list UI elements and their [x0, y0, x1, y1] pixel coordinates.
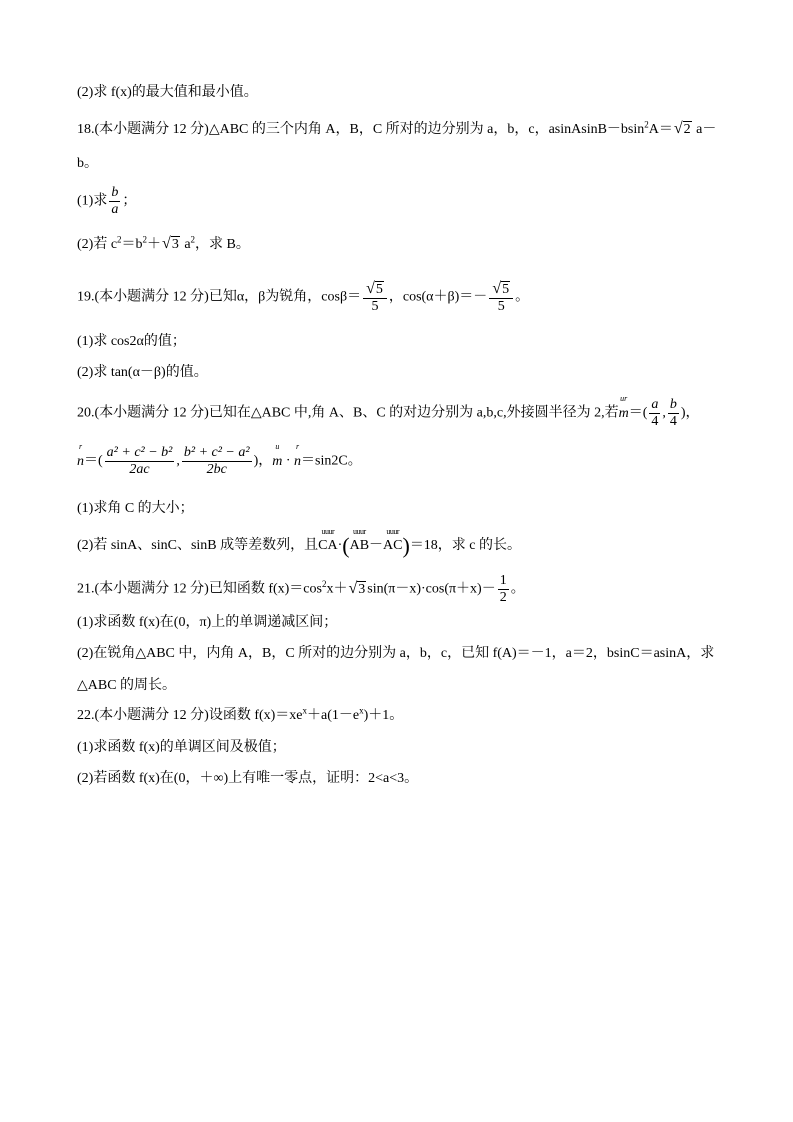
vector-n: r n	[77, 441, 84, 469]
q21-stem-c: sin(π－x)·cos(π＋x)－	[367, 581, 496, 597]
q18-eq: A＝	[648, 122, 673, 137]
q18-part2-sqrt: √ 3	[162, 235, 179, 252]
q22-stem-a: 22.(本小题满分 12 分)设函数 f(x)＝xe	[77, 708, 303, 723]
q20-comma: ,	[662, 405, 666, 421]
vector-ac: uuur AC	[383, 527, 403, 554]
q21-stem-a: 21.(本小题满分 12 分)已知函数 f(x)＝cos	[77, 581, 322, 597]
q20-part1	[77, 500, 733, 518]
q20-n-end: )，	[253, 453, 273, 469]
q19-stem-c: 。	[515, 289, 530, 305]
vector-n-dot: r n	[294, 441, 302, 469]
q21-part2-cont	[77, 677, 733, 695]
q20-vector-n	[77, 441, 733, 477]
vector-ca: uuur CA	[318, 527, 338, 554]
q20-frac-b: $\frac{b}{4}$	[669, 397, 677, 429]
q19-part2-text: (2)求 tan(α－β)的值。	[77, 365, 208, 380]
q20-part2-dot: ·	[337, 538, 343, 554]
q20-eq: ＝(	[628, 405, 648, 421]
q22-part1	[77, 739, 733, 757]
q18-part2-sup3: 2	[190, 234, 196, 245]
q18-part2-sup1: 2	[117, 234, 122, 245]
q20-part2-tail: ＝18，求 c 的长。	[409, 538, 522, 554]
q18-part2	[77, 236, 733, 254]
q20-frac-a: $\frac{a}{4}$	[651, 397, 659, 429]
q18-stem-cont-text: b。	[77, 156, 98, 171]
q20-n-eq: ＝(	[84, 453, 103, 469]
q21-stem-b: x＋	[326, 581, 348, 597]
q18-part1-end: ；	[122, 193, 137, 209]
q20-part2	[77, 527, 733, 558]
q20-stem-text: 20.(本小题满分 12 分)已知在△ABC 中,角 A、B、C 的对边分别为 a,b,c,外接圆半径为 2,若	[77, 405, 619, 421]
q22-part2-text: (2)若函数 f(x)在(0，＋∞)上有唯一零点，证明：2<a<3。	[77, 771, 419, 786]
q18-part2-a: (2)若 c	[77, 237, 118, 252]
q18-fraction: $\frac{b}{a}$	[111, 185, 119, 217]
q19-frac2: √ 5 5	[489, 281, 513, 314]
vector-ab: uuur AB	[349, 527, 370, 554]
q19-part2	[77, 364, 733, 382]
q20-frac-n2: $\frac{\text{b² + c² − a²}}{2bc}$	[183, 445, 250, 477]
q21-sup: 2	[321, 579, 327, 590]
q21-part1	[77, 614, 733, 632]
q17-part2-text: (2)求 f(x)的最大值和最小值。	[77, 85, 258, 100]
q21-part1-text: (1)求函数 f(x)在(0，π)上的单调递减区间；	[77, 615, 338, 630]
q20-end: )，	[680, 405, 700, 421]
q21-stem	[77, 574, 733, 605]
q18-sup: 2	[644, 119, 649, 130]
q20-stem	[77, 393, 733, 429]
q22-part1-text: (1)求函数 f(x)的单调区间及极值；	[77, 740, 286, 755]
q18-part1	[77, 186, 733, 217]
q21-part2-text: (2)在锐角△ABC 中，内角 A，B，C 所对的边分别为 a，b，c，已知 f(A)＝－1，a＝2，bsinC＝asinA，求	[77, 646, 715, 661]
q18-tail: a－	[692, 122, 717, 137]
q19-part1-text: (1)求 cos2α的值；	[77, 334, 186, 349]
left-paren: (	[342, 533, 350, 558]
q22-sup1: x	[302, 705, 308, 716]
vector-m-dot: u m	[272, 441, 283, 469]
q19-stem-a: 19.(本小题满分 12 分)已知α，β为锐角，cosβ＝	[77, 289, 362, 305]
q21-part2	[77, 645, 733, 663]
q22-stem-b: ＋a(1－e	[307, 708, 360, 723]
q18-part2-sup2: 2	[142, 234, 148, 245]
q18-part1-label: (1)求	[77, 193, 108, 209]
q20-dot: ·	[282, 453, 295, 469]
q22-part2	[77, 770, 733, 788]
q18-part2-b: ＝b	[121, 237, 143, 252]
q19-part1	[77, 333, 733, 351]
q18-stem	[77, 121, 733, 139]
q21-sqrt: √ 3	[348, 579, 366, 597]
q22-stem-c: )＋1。	[363, 708, 404, 723]
q20-frac-n1: $\frac{\text{a² + c² − b²}}{2ac}$	[106, 445, 173, 477]
vector-m: ur m	[618, 393, 629, 421]
q19-stem-b: ，cos(α＋β)＝－	[388, 289, 488, 305]
q22-stem	[77, 707, 733, 725]
q18-part2-d: a	[180, 237, 191, 252]
q18-stem-cont	[77, 155, 733, 173]
q21-frac: $\frac{1}{2}$	[499, 573, 507, 605]
right-paren: )	[402, 533, 410, 558]
q21-part2-cont-text: △ABC 的周长。	[77, 678, 177, 693]
q20-tail: ＝sin2C。	[301, 453, 362, 469]
q17-part2	[77, 84, 733, 102]
q18-stem-text: 18.(本小题满分 12 分)△ABC 的三个内角 A，B，C 所对的边分别为 a，b，c，asinAsinB－bsin	[77, 122, 645, 137]
q18-part2-c: ＋	[147, 237, 162, 252]
q21-stem-d: 。	[510, 581, 525, 597]
q18-sqrt: √ 2	[673, 120, 691, 137]
q22-sup2: x	[359, 705, 364, 716]
q20-part2-minus: －	[369, 538, 384, 554]
q20-part1-text: (1)求角 C 的大小；	[77, 501, 194, 516]
q20-part2-text: (2)若 sinA、sinC、sinB 成等差数列，且	[77, 538, 319, 554]
q19-frac1: √ 5 5	[363, 281, 387, 314]
q18-part2-e: ，求 B。	[195, 237, 250, 252]
q19-stem	[77, 281, 733, 314]
q20-n-comma: ,	[176, 453, 180, 469]
